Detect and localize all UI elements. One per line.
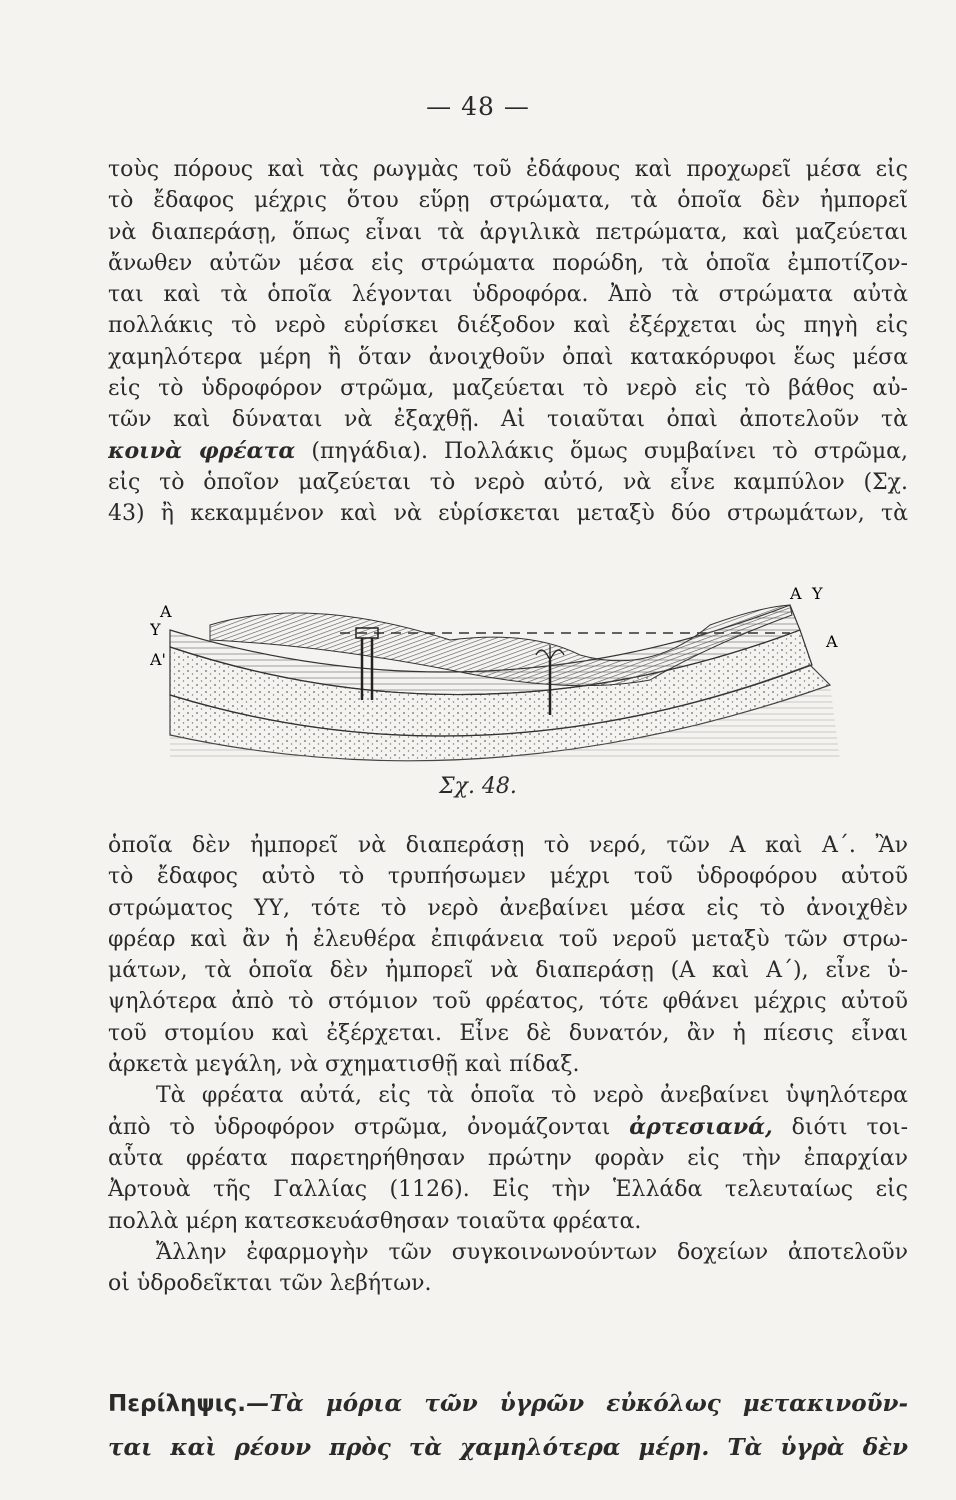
text-line: εἰς τὸ ὁποῖον μαζεύεται τὸ νερὸ αὐτό, νὰ εἶνε καμπύλον (Σχ. xyxy=(108,469,908,495)
text-line: τοῦ στομίου καὶ ἐξέρχεται. Εἶνε δὲ δυνατόν, ἂν ἡ πίεσις εἶναι xyxy=(108,1020,908,1046)
text-line: πολλάκις τὸ νερὸ εὑρίσκει διέξοδον καὶ ἐξέρχεται ὡς πηγὴ εἰς xyxy=(108,313,908,339)
text-line: Ἀρτουὰ τῆς Γαλλίας (1126). Εἰς τὴν Ἑλλάδα τελευταίως εἰς xyxy=(108,1177,908,1203)
text-line: 43) ἢ κεκαμμένον καὶ νὰ εὑρίσκεται μεταξὺ δύο στρωμάτων, τὰ xyxy=(108,501,908,527)
text-line: τοὺς πόρους καὶ τὰς ρωγμὰς τοῦ ἐδάφους καὶ προχωρεῖ μέσα εἰς xyxy=(108,157,908,182)
figure-label-a-prime-left: A' xyxy=(150,650,166,669)
summary xyxy=(108,1382,908,1470)
text-line xyxy=(108,436,908,467)
text-line: τὸ ἔδαφος μέχρις ὅτου εὕρῃ στρώματα, τὰ ὁποῖα δὲν ἠμπορεῖ xyxy=(108,188,908,214)
text-line: ψηλότερα ἀπὸ τὸ στόμιον τοῦ φρέατος, τότε φθάνει μέχρις αὐτοῦ xyxy=(108,989,908,1015)
text-line: νὰ διαπεράσῃ, ὅπως εἶναι τὰ ἀργιλικὰ πετρώματα, καὶ μαζεύεται xyxy=(108,219,908,245)
figure-label-y-left: Y xyxy=(150,620,161,639)
summary-text: —Τὰ μόρια τῶν ὑγρῶν εὐκόλως μετακινοῦν- xyxy=(246,1390,908,1417)
paragraph-1 xyxy=(108,154,908,530)
bold-term: ἀρτεσιανά, xyxy=(629,1113,773,1140)
text-line: εἰς τὸ ὑδροφόρον στρῶμα, μαζεύεται τὸ νερὸ εἰς τὸ βάθος αὐ- xyxy=(108,376,908,402)
figure-caption: Σχ. 48. xyxy=(439,774,517,799)
text-line: τὸ ἔδαφος αὐτὸ τὸ τρυπήσωμεν μέχρι τοῦ ὑδροφόρου αὐτοῦ xyxy=(108,864,908,890)
artesian-well-figure xyxy=(150,585,850,770)
paragraph-2 xyxy=(108,830,908,1299)
text-line: μάτων, τὰ ὁποῖα δὲν ἠμπορεῖ νὰ διαπεράσῃ (Α καὶ Α΄), εἶνε ὑ- xyxy=(108,958,908,984)
text-line: ἄνωθεν αὐτῶν μέσα εἰς στρώματα πορώδη, τὰ ὁποῖα ἐμποτίζον- xyxy=(108,250,908,276)
text-line: ται καὶ τὰ ὁποῖα λέγονται ὑδροφόρα. Ἀπὸ τὰ στρώματα αὐτὰ xyxy=(108,282,908,308)
text-line: πολλὰ μέρη κατεσκευάσθησαν τοιαῦτα φρέατα. xyxy=(108,1208,642,1234)
text-span: (πηγάδια). Πολλάκις ὅμως συμβαίνει τὸ στρῶμα, xyxy=(295,438,908,464)
text-line: ἀρκετὰ μεγάλη, νὰ σχηματισθῇ καὶ πίδαξ. xyxy=(108,1052,580,1078)
figure-label-a-right: A xyxy=(826,632,838,651)
summary-line xyxy=(108,1382,908,1426)
text-line xyxy=(108,1112,908,1143)
summary-line: ται καὶ ρέουν πρὸς τὰ χαμηλότερα μέρη. Τὰ ὑγρὰ δὲν xyxy=(108,1434,908,1461)
text-line: ὁποῖα δὲν ἠμπορεῖ νὰ διαπεράσῃ τὸ νερό, τῶν Α καὶ Α΄. Ἂν xyxy=(108,833,908,858)
bold-term: κοινὰ φρέατα xyxy=(108,437,296,464)
text-line: στρώματος ΥΥ, τότε τὸ νερὸ ἀνεβαίνει μέσα εἰς τὸ ἀνοιχθὲν xyxy=(108,895,908,921)
text-span: διότι τοι- xyxy=(772,1114,908,1140)
page-number: — 48 — xyxy=(426,92,530,121)
text-line: τῶν καὶ δύναται νὰ ἐξαχθῇ. Αἱ τοιαῦται ὀπαὶ ἀποτελοῦν τὰ xyxy=(108,407,908,433)
text-line: Τὰ φρέατα αὐτά, εἰς τὰ ὁποῖα τὸ νερὸ ἀνεβαίνει ὑψηλότερα xyxy=(156,1083,908,1109)
text-line: Ἄλλην ἐφαρμογὴν τῶν συγκοινωνούντων δοχείων ἀποτελοῦν xyxy=(156,1239,908,1265)
text-line: αὗτα φρέατα παρετηρήθησαν πρώτην φορὰν εἰς τὴν ἐπαρχίαν xyxy=(108,1145,908,1171)
text-line: οἱ ὑδροδεῖκται τῶν λεβήτων. xyxy=(108,1271,432,1297)
text-line: φρέαρ καὶ ἂν ἡ ἐλευθέρα ἐπιφάνεια τοῦ νεροῦ μεταξὺ τῶν στρω- xyxy=(108,926,908,952)
figure-label-y-right: Y xyxy=(812,585,823,603)
figure-label-a-top-right: A xyxy=(790,585,802,603)
figure-label-a-top-left: A xyxy=(160,602,172,621)
text-line: χαμηλότερα μέρη ἢ ὅταν ἀνοιχθοῦν ὀπαὶ κατακόρυφοι ἕως μέσα xyxy=(108,344,908,370)
summary-heading: Περίληψις. xyxy=(108,1391,246,1417)
text-span: ἀπὸ τὸ ὑδροφόρον στρῶμα, ὀνομάζονται xyxy=(108,1114,630,1140)
